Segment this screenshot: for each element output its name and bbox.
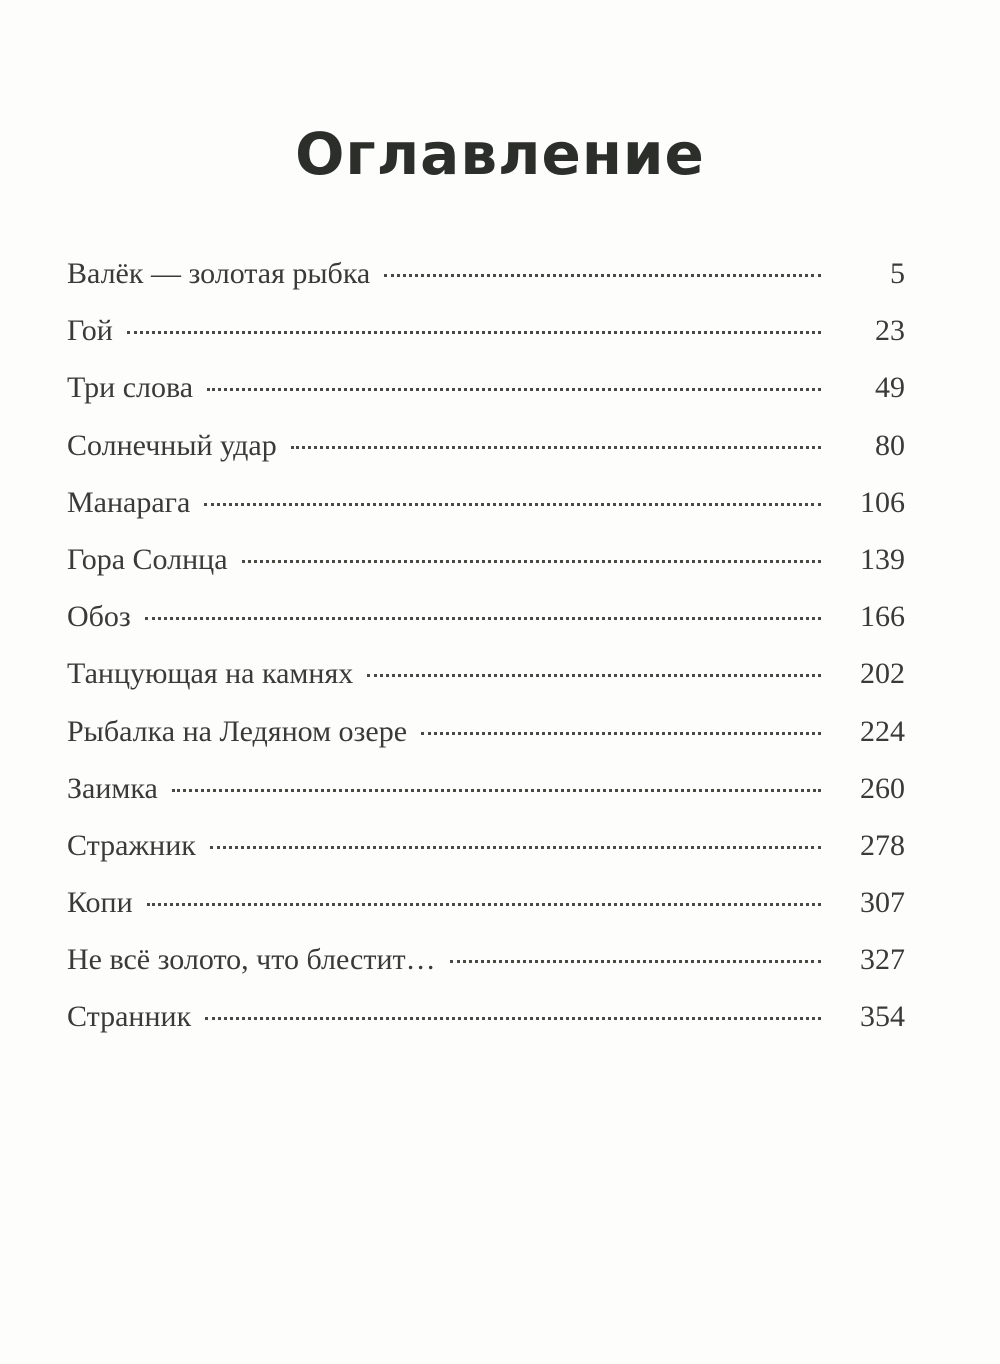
dot-leader [204, 503, 821, 506]
dot-leader [205, 1017, 821, 1020]
toc-entry [67, 650, 905, 707]
toc-entry-page: 139 [860, 542, 905, 576]
toc-entry [67, 364, 905, 421]
toc-entry-title: Манарага [67, 485, 191, 519]
toc-entry-title: Танцующая на камнях [67, 657, 354, 691]
dot-leader [450, 960, 821, 963]
dot-leader [242, 560, 821, 563]
toc-entry-page: 80 [875, 428, 905, 462]
toc-entry-title: Заимка [67, 771, 158, 805]
toc-entry [67, 936, 905, 993]
dot-leader [127, 331, 821, 334]
dot-leader [210, 846, 821, 849]
toc-entry-title: Валёк — золотая рыбка [67, 257, 371, 290]
toc-entry [67, 307, 905, 364]
toc-entry-page: 327 [860, 943, 905, 977]
toc-entry-page: 354 [860, 1000, 905, 1034]
page-title: Оглавление [295, 120, 705, 188]
toc-entry-page: 307 [860, 886, 905, 920]
toc-entry-page: 166 [860, 600, 905, 634]
toc-entry-title: Стражник [67, 828, 196, 862]
dot-leader [147, 903, 821, 906]
toc-entry [67, 250, 905, 307]
dot-leader [207, 388, 821, 391]
dot-leader [291, 446, 821, 449]
toc-entry [67, 879, 905, 936]
dot-leader [145, 617, 821, 620]
toc-entry-title: Солнечный удар [67, 428, 277, 462]
toc-entry-title: Обоз [67, 600, 131, 634]
toc-entry-title: Странник [67, 1000, 192, 1034]
table-of-contents [67, 250, 905, 1051]
dot-leader [421, 732, 821, 735]
toc-entry-page: 49 [875, 371, 905, 405]
toc-entry [67, 536, 905, 593]
toc-entry-title: Копи [67, 886, 133, 920]
toc-entry-page: 260 [860, 771, 905, 805]
toc-entry [67, 993, 905, 1050]
toc-entry-title: Три слова [67, 371, 194, 405]
toc-entry-page: 202 [860, 657, 905, 691]
toc-entry [67, 765, 905, 822]
toc-entry [67, 822, 905, 879]
toc-entry-title: Рыбалка на Ледяном озере [67, 714, 408, 748]
toc-entry [67, 479, 905, 536]
toc-entry-title: Гора Солнца [67, 542, 228, 576]
dot-leader [367, 674, 821, 677]
toc-entry-page: 278 [860, 828, 905, 862]
toc-entry [67, 708, 905, 765]
dot-leader [172, 789, 821, 792]
toc-entry-page: 23 [875, 314, 905, 348]
toc-entry-page: 106 [860, 485, 905, 519]
toc-entry-page: 5 [890, 257, 905, 290]
toc-entry [67, 422, 905, 479]
toc-entry-title: Не всё золото, что блестит… [67, 943, 436, 977]
dot-leader [384, 274, 821, 277]
toc-entry-page: 224 [860, 714, 905, 748]
toc-entry [67, 593, 905, 650]
toc-entry-title: Гой [67, 314, 113, 348]
